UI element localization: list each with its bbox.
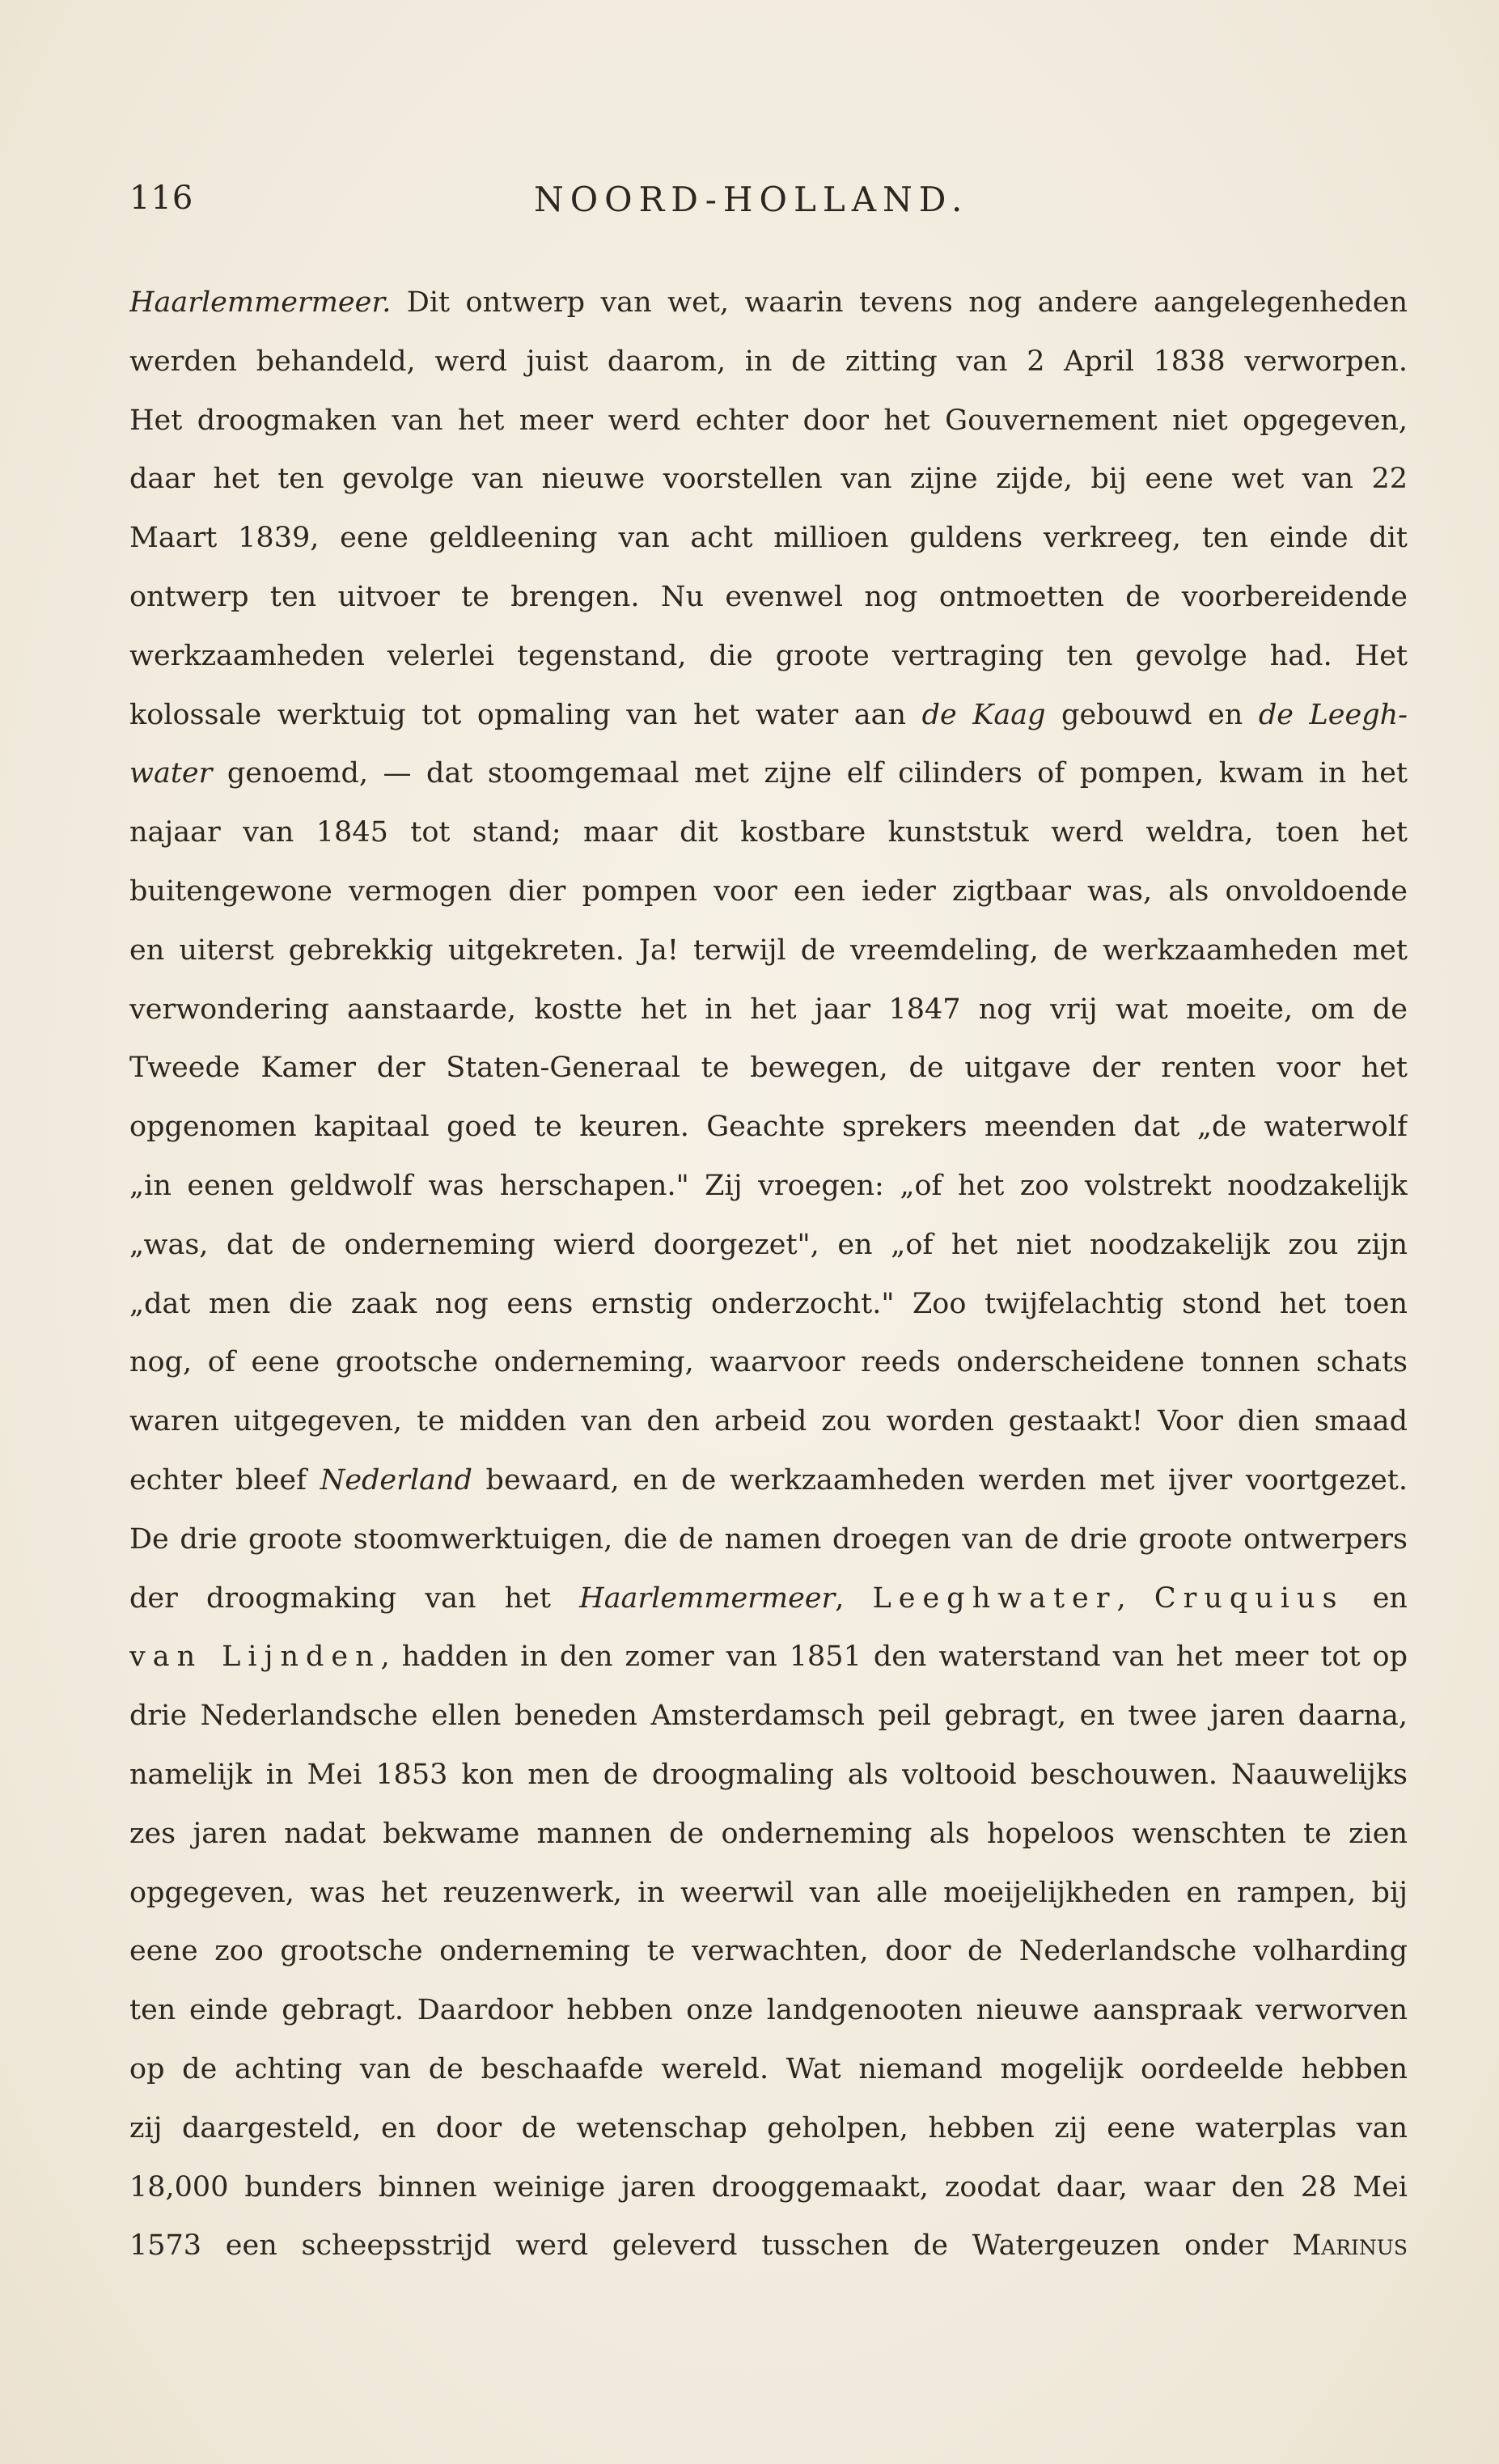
text-segment: echter bleef <box>129 1463 320 1497</box>
text-segment: nog, of eene grootsche onderneming, waarvoor reeds onderscheidene tonnen schats <box>129 1346 1408 1379</box>
text-segment: eene zoo grootsche onderneming te verwachten, door de Nederlandsche volharding <box>129 1935 1408 1968</box>
text-line <box>129 509 1408 568</box>
text-line <box>129 980 1408 1039</box>
text-line <box>129 1392 1408 1451</box>
text-line <box>129 921 1408 980</box>
text-segment: 1573 een scheepsstrijd werd geleverd tusschen de Watergeuzen onder <box>129 2229 1293 2263</box>
text-segment: , <box>835 1581 873 1615</box>
text-segment: zij daargesteld, en door de wetenschap geholpen, hebben zij eene waterplas van <box>129 2111 1408 2144</box>
text-segment: van Lijnden <box>129 1641 381 1674</box>
text-segment: „was, dat de onderneming wierd doorgezet", en „of het niet noodzakelijk zou zijn <box>129 1228 1408 1261</box>
text-segment: en <box>1344 1581 1408 1615</box>
text-segment: op de achting van de beschaafde wereld. Wat niemand mogelijk oordeelde hebben <box>129 2052 1408 2085</box>
text-segment: water <box>129 757 213 790</box>
text-line <box>129 1746 1408 1805</box>
text-segment: waren uitgegeven, te midden van den arbeid zou worden gestaakt! Voor dien smaad <box>129 1405 1408 1438</box>
text-segment: Dit ontwerp van wet, waarin tevens nog andere aangelegenheden <box>391 286 1408 319</box>
text-segment: Leeghwater <box>872 1581 1117 1615</box>
text-line <box>129 627 1408 686</box>
text-segment: „dat men die zaak nog eens ernstig onderzocht." Zoo twijfelachtig stond het toen <box>129 1287 1408 1320</box>
text-segment: de Leegh- <box>1258 698 1408 731</box>
text-segment: zes jaren nadat bekwame mannen de onderneming als hopeloos wenschten te zien <box>129 1817 1408 1850</box>
text-segment: daar het ten gevolge van nieuwe voorstellen van zijne zijde, bij eene wet van 22 <box>129 463 1408 496</box>
text-line <box>129 862 1408 921</box>
text-line <box>129 1805 1408 1864</box>
text-line <box>129 332 1408 392</box>
text-line <box>129 1098 1408 1157</box>
text-line <box>129 1451 1408 1510</box>
text-segment: buitengewone vermogen dier pompen voor een ieder zigtbaar was, als onvoldoende <box>129 874 1408 908</box>
text-segment: opgenomen kapitaal goed te keuren. Geachte sprekers meenden dat „de waterwolf <box>129 1111 1408 1144</box>
text-segment: ten einde gebragt. Daardoor hebben onze landgenooten nieuwe aanspraak verworven <box>129 1994 1408 2027</box>
body-text <box>129 273 1408 2276</box>
text-segment: Marinus <box>1292 2229 1408 2263</box>
text-segment: Cruquius <box>1154 1581 1344 1615</box>
text-segment: „in eenen geldwolf was herschapen." Zij vroegen: „of het zoo volstrekt noodzakelijk <box>129 1169 1408 1202</box>
text-line <box>129 392 1408 451</box>
text-line <box>129 1510 1408 1569</box>
text-segment: najaar van 1845 tot stand; maar dit kostbare kunststuk werd weldra, toen het <box>129 816 1408 849</box>
text-segment: gebouwd en <box>1045 698 1259 731</box>
text-segment: Haarlemmermeer <box>579 1581 836 1615</box>
text-line <box>129 273 1408 332</box>
text-segment: drie Nederlandsche ellen beneden Amsterdamsch peil gebragt, en twee jaren daarna, <box>129 1700 1408 1733</box>
text-line <box>129 1333 1408 1392</box>
text-line <box>129 2040 1408 2099</box>
text-line <box>129 568 1408 627</box>
text-segment: Haarlemmermeer. <box>129 286 392 319</box>
text-line <box>129 2216 1408 2276</box>
text-line <box>129 744 1408 803</box>
text-line <box>129 2099 1408 2158</box>
text-segment: kolossale werktuig tot opmaling van het water aan <box>129 698 922 731</box>
text-segment: verwondering aanstaarde, kostte het in het jaar 1847 nog vrij wat moeite, om de <box>129 993 1408 1026</box>
text-line <box>129 1275 1408 1334</box>
text-line <box>129 1216 1408 1275</box>
text-segment: Het droogmaken van het meer werd echter door het Gouvernement niet opgegeven, <box>129 404 1408 437</box>
text-line <box>129 450 1408 509</box>
text-segment: , <box>1116 1581 1154 1615</box>
running-head <box>129 180 1408 220</box>
text-segment: der droogmaking van het <box>129 1581 580 1615</box>
text-segment: Maart 1839, eene geldleening van acht millioen guldens verkreeg, ten einde dit <box>129 522 1408 555</box>
text-line <box>129 1157 1408 1216</box>
text-line <box>129 1864 1408 1923</box>
text-segment: Tweede Kamer der Staten-Generaal te bewegen, de uitgave der renten voor het <box>129 1052 1408 1085</box>
text-segment: , hadden in den zomer van 1851 den waterstand van het meer tot op <box>380 1641 1408 1674</box>
text-segment: opgegeven, was het reuzenwerk, in weerwil van alle moeijelijkheden en rampen, bij <box>129 1876 1408 1909</box>
text-segment: ontwerp ten uitvoer te brengen. Nu evenwel nog ontmoetten de voorbereidende <box>129 580 1408 613</box>
text-line <box>129 1039 1408 1098</box>
text-segment: Nederland <box>320 1463 472 1497</box>
text-segment: 18,000 bunders binnen weinige jaren drooggemaakt, zoodat daar, waar den 28 Mei <box>129 2170 1408 2204</box>
text-line <box>129 2158 1408 2217</box>
text-segment: De drie groote stoomwerktuigen, die de namen droegen van de drie groote ontwerpers <box>129 1522 1408 1556</box>
text-segment: de Kaag <box>921 698 1046 731</box>
text-line <box>129 1569 1408 1628</box>
text-line <box>129 1981 1408 2040</box>
text-line <box>129 1628 1408 1687</box>
text-segment: en uiterst gebrekkig uitgekreten. Ja! terwijl de vreemdeling, de werkzaamheden met <box>129 934 1408 967</box>
running-title: NOORD-HOLLAND. <box>534 180 969 219</box>
text-line <box>129 1687 1408 1746</box>
text-line <box>129 1922 1408 1981</box>
text-line <box>129 803 1408 862</box>
text-segment: genoemd, — dat stoomgemaal met zijne elf cilinders of pompen, kwam in het <box>212 757 1408 790</box>
text-segment: bewaard, en de werkzaamheden werden met ijver voortgezet. <box>472 1463 1408 1497</box>
text-segment: werden behandeld, werd juist daarom, in de zitting van 2 April 1838 verworpen. <box>129 345 1408 378</box>
text-line <box>129 686 1408 745</box>
text-segment: namelijk in Mei 1853 kon men de droogmaling als voltooid beschouwen. Naauwelijks <box>129 1758 1408 1791</box>
page-number: 116 <box>129 180 194 217</box>
text-segment: werkzaamheden velerlei tegenstand, die groote vertraging ten gevolge had. Het <box>129 639 1408 672</box>
